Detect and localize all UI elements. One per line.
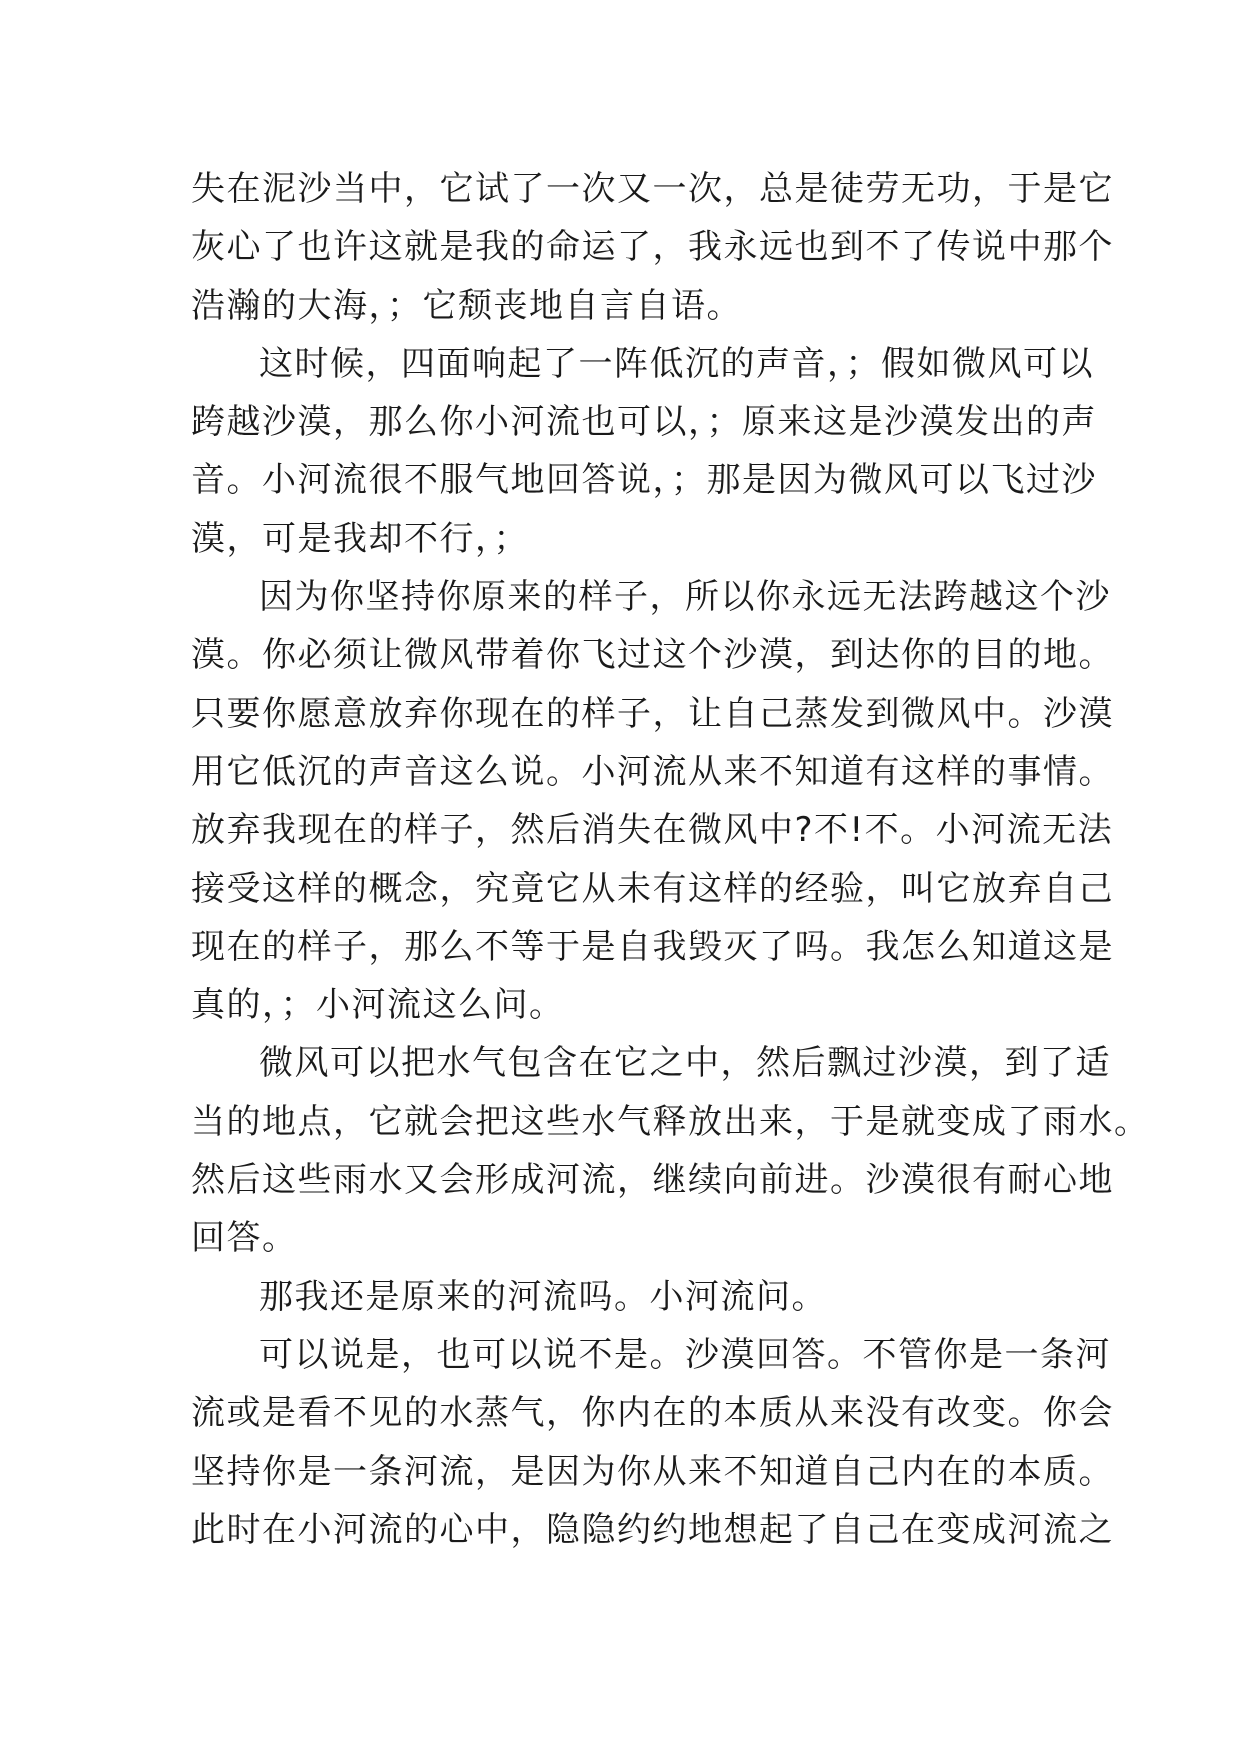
paragraph-start-line: 那我还是原来的河流吗。小河流问。 <box>259 1276 827 1317</box>
text-line: 接受这样的概念，究竟它从未有这样的经验，叫它放弃自己 <box>191 868 1114 909</box>
text-line: 真的，；小河流这么问。 <box>191 985 565 1026</box>
text-line: 然后这些雨水又会形成河流，继续向前进。沙漠很有耐心地 <box>191 1160 1114 1201</box>
text-line: 回答。 <box>191 1218 298 1259</box>
text-line: 灰心了也许这就是我的命运了，我永远也到不了传说中那个 <box>191 227 1114 268</box>
text-line: 浩瀚的大海，；它颓丧地自言自语。 <box>191 285 742 326</box>
text-line: 现在的样子，那么不等于是自我毁灭了吗。我怎么知道这是 <box>191 926 1114 967</box>
paragraph-start-line: 微风可以把水气包含在它之中，然后飘过沙漠，到了适 <box>259 1043 1111 1084</box>
paragraph-start-line: 因为你坚持你原来的样子，所以你永远无法跨越这个沙 <box>259 577 1111 618</box>
text-line: 音。小河流很不服气地回答说，；那是因为微风可以飞过沙 <box>191 460 1097 501</box>
document-body <box>191 160 1150 1559</box>
text-line: 此时在小河流的心中，隐隐约约地想起了自己在变成河流之 <box>191 1509 1114 1550</box>
text-line: 放弃我现在的样子，然后消失在微风中?不!不。小河流无法 <box>191 810 1114 851</box>
text-line: 跨越沙漠，那么你小河流也可以，；原来这是沙漠发出的声 <box>191 402 1097 443</box>
text-line: 当的地点，它就会把这些水气释放出来，于是就变成了雨水。 <box>191 1101 1150 1142</box>
text-line: 只要你愿意放弃你现在的样子，让自己蒸发到微风中。沙漠 <box>191 693 1114 734</box>
text-line: 失在泥沙当中，它试了一次又一次，总是徒劳无功，于是它 <box>191 169 1114 209</box>
text-line: 流或是看不见的水蒸气，你内在的本质从来没有改变。你会 <box>191 1393 1114 1434</box>
paragraph-start-line: 这时候，四面响起了一阵低沉的声音，；假如微风可以 <box>259 343 1094 384</box>
text-line: 用它低沉的声音这么说。小河流从来不知道有这样的事情。 <box>191 751 1114 792</box>
text-line: 坚持你是一条河流，是因为你从来不知道自己内在的本质。 <box>191 1451 1114 1492</box>
text-line: 漠，可是我却不行，； <box>191 518 529 559</box>
paragraph-start-line: 可以说是，也可以说不是。沙漠回答。不管你是一条河 <box>259 1334 1111 1375</box>
text-line: 漠。你必须让微风带着你飞过这个沙漠，到达你的目的地。 <box>191 635 1114 676</box>
